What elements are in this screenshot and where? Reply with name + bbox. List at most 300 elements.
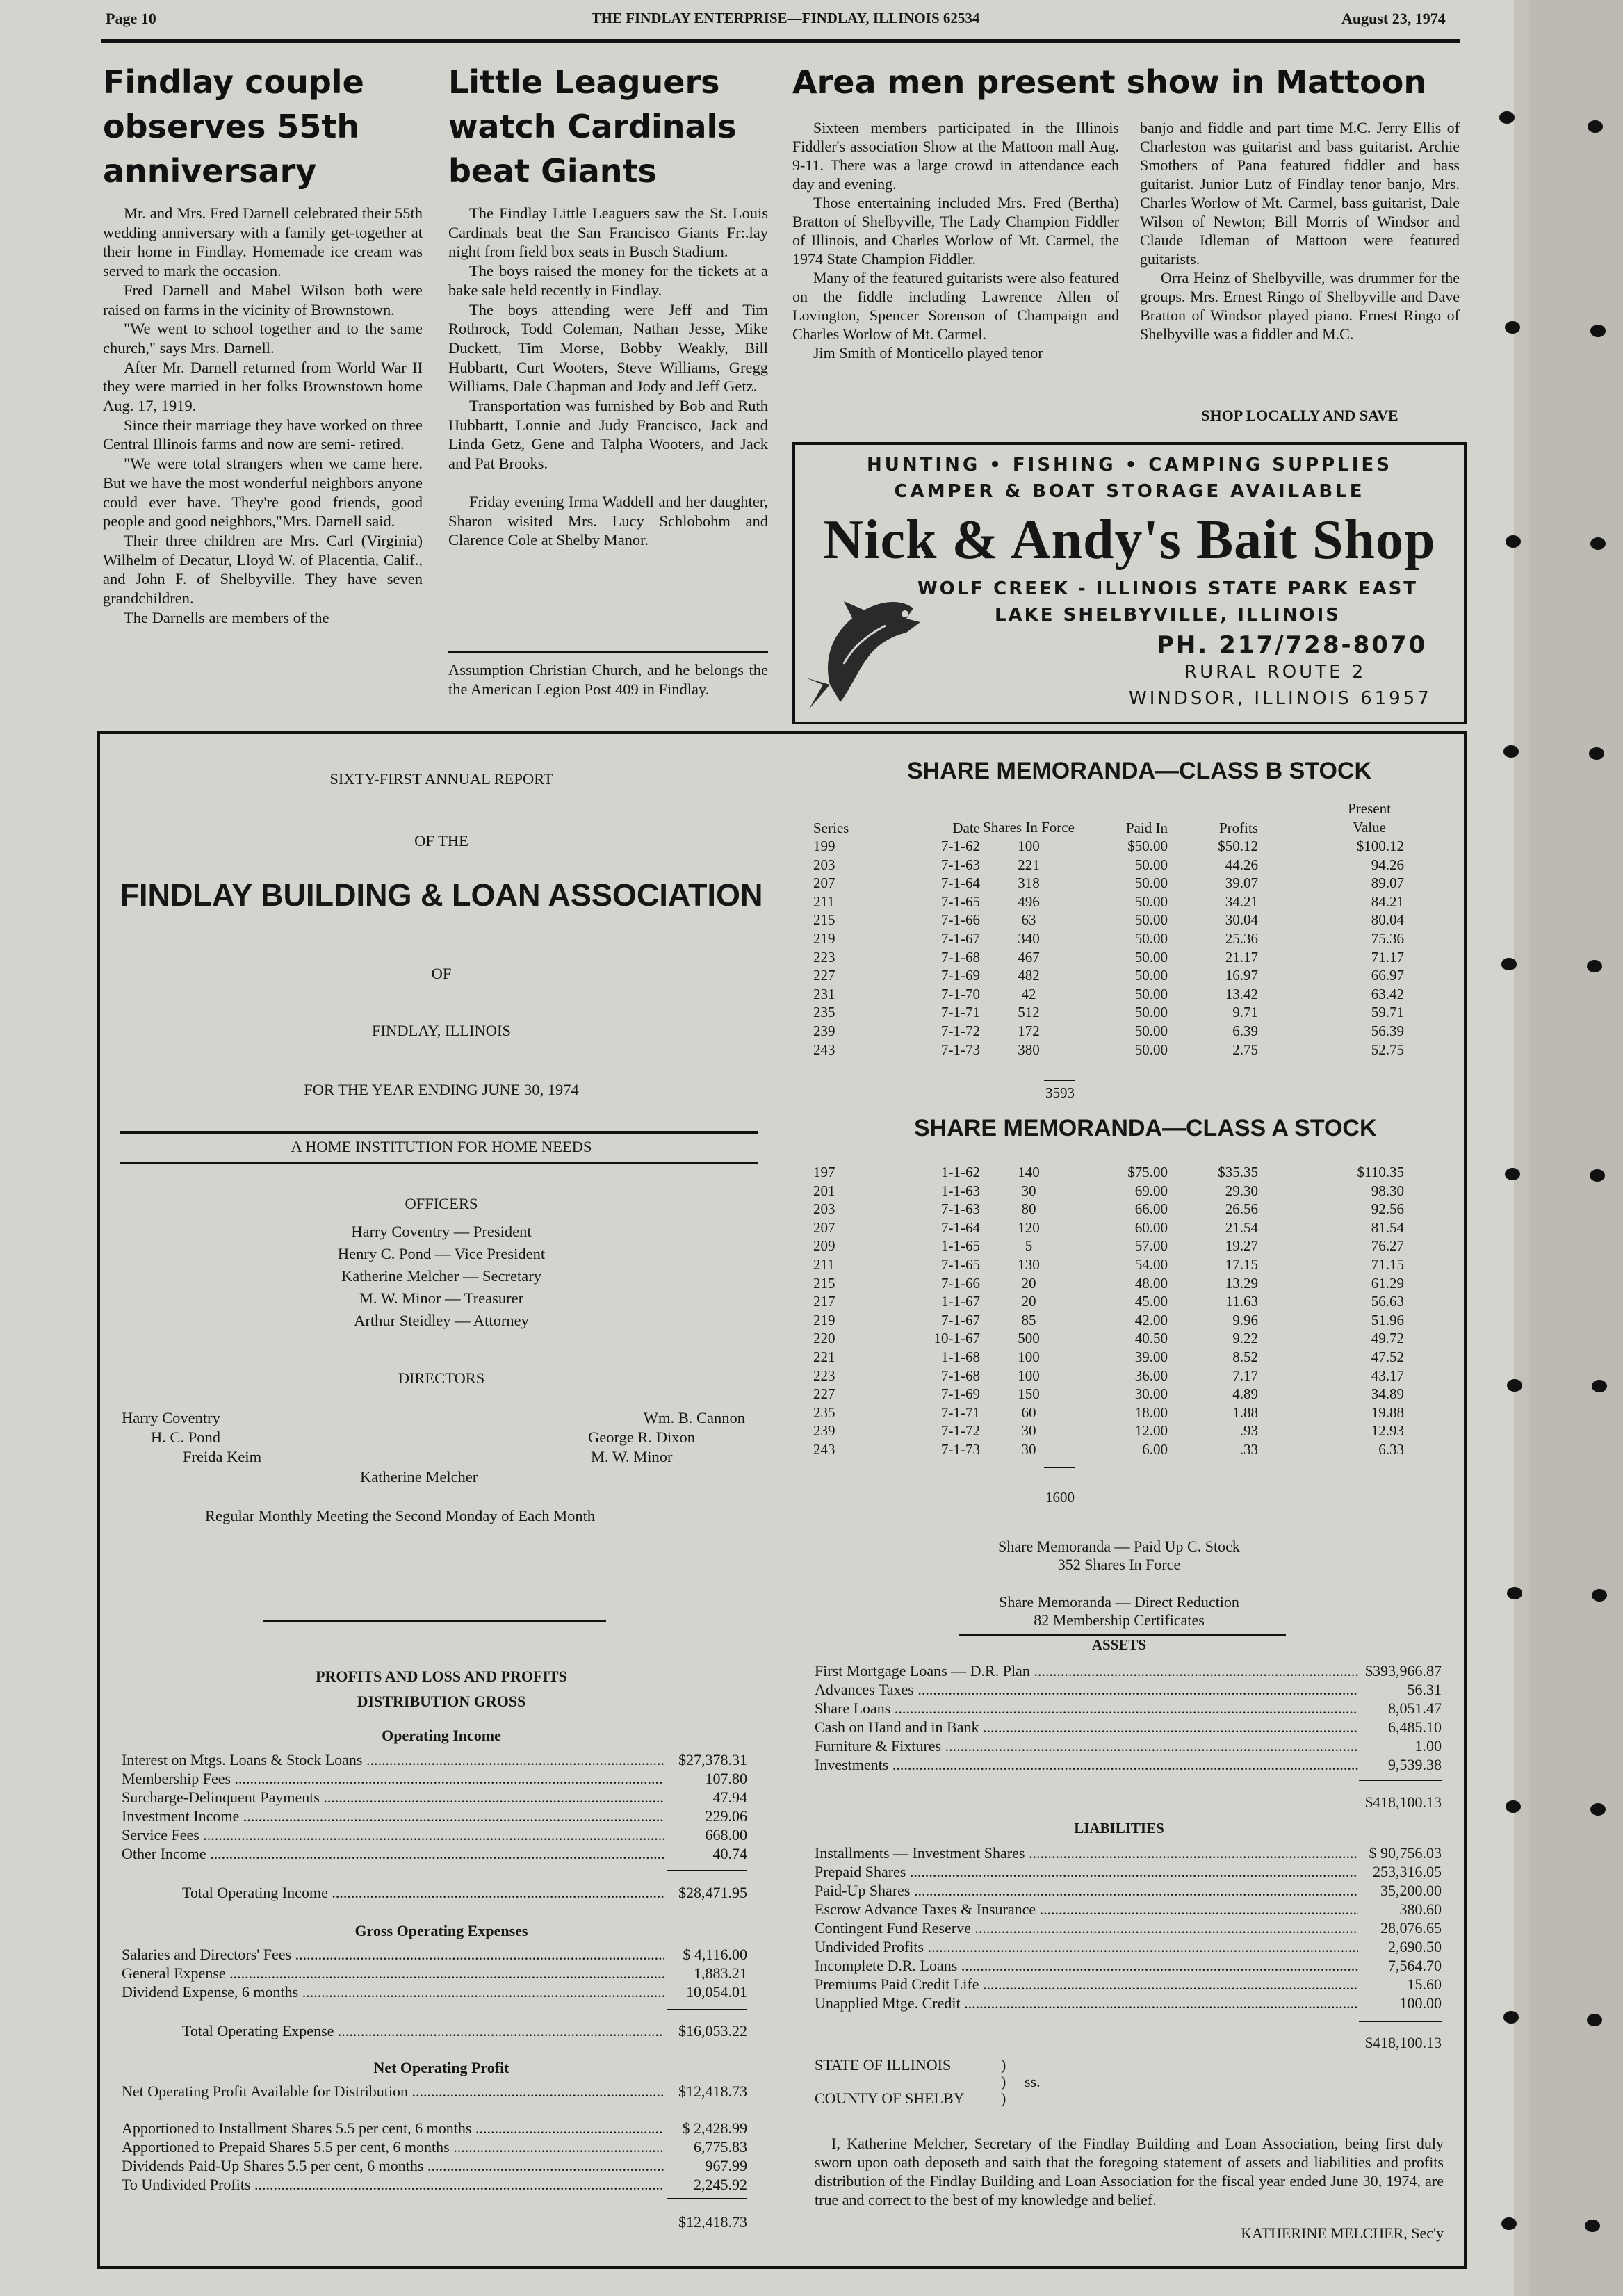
- table-cell: 7-1-64: [941, 1219, 980, 1236]
- ledger-value: 40.74: [712, 1845, 747, 1862]
- directors-right: [570, 1408, 745, 1467]
- table-cell: 50.00: [1134, 1041, 1168, 1058]
- table-cell: 13.42: [1225, 985, 1258, 1002]
- binder-hole: [1590, 1803, 1606, 1816]
- ledger-label: Advances Taxes .....: [815, 1680, 1358, 1699]
- table-cell: 239: [813, 1422, 835, 1440]
- memo-a-title: SHARE MEMORANDA—CLASS A STOCK: [914, 1115, 1377, 1141]
- table-cell: 209: [813, 1237, 835, 1255]
- ledger-label: Escrow Advance Taxes & Insurance .....: [815, 1900, 1358, 1919]
- col-header: Profits: [1218, 820, 1258, 836]
- table-cell: 29.30: [1225, 1182, 1258, 1199]
- binder-hole: [1501, 958, 1517, 970]
- table-cell: 1-1-63: [941, 1182, 980, 1199]
- paper-title: THE FINDLAY ENTERPRISE—FINDLAY, ILLINOIS 62534: [591, 10, 980, 26]
- paragraph: Fred Darnell and Mabel Wilson both were raised on farms in the vicinity of Brownstown.: [103, 281, 423, 318]
- paragraph: The boys raised the money for the tickets at a bake sale held recently in Findlay.: [448, 262, 768, 299]
- ledger-label: First Mortgage Loans — D.R. Plan .....: [815, 1661, 1358, 1680]
- table-row: [813, 874, 1404, 893]
- table-row: [813, 1219, 1404, 1237]
- table-cell: 43.17: [1371, 1367, 1404, 1384]
- paragraph: Transportation was furnished by Bob and Ruth Hubbartt, Lonnie and Judy Francisco, Jack and Linda Getz, Gene and Talpha Wooters, and Jack and Pat Brooks.: [448, 397, 768, 473]
- table-cell: 235: [813, 1004, 835, 1021]
- table-cell: 215: [813, 1274, 835, 1292]
- ledger-value: 2,245.92: [694, 2176, 747, 2193]
- ledger-row: [122, 1945, 747, 1964]
- ledger-label: Net Operating Profit Available for Distribution .....: [122, 2082, 664, 2101]
- table-cell: 100: [1018, 1367, 1040, 1384]
- ledger-value: 2,690.50: [1388, 1938, 1442, 1955]
- table-cell: 66.00: [1134, 1200, 1168, 1218]
- memo-c: [813, 1538, 1425, 1629]
- table-cell: 7-1-63: [941, 1200, 980, 1218]
- table-cell: 80: [1021, 1200, 1036, 1218]
- table-cell: 56.39: [1371, 1022, 1404, 1039]
- ledger-row: [815, 1661, 1442, 1680]
- table-cell: 231: [813, 985, 835, 1002]
- table-cell: 39.00: [1134, 1348, 1168, 1365]
- table-cell: 223: [813, 1367, 835, 1384]
- ledger-row: [122, 2175, 747, 2194]
- report-line2: OF THE: [414, 832, 468, 849]
- table-cell: 52.75: [1371, 1041, 1404, 1058]
- pl-title-line: PROFITS AND LOSS AND PROFITS: [316, 1668, 567, 1685]
- ad-phone: PH. 217/728-8070: [1157, 631, 1428, 659]
- paragraph: Since their marriage they have worked on three Central Illinois farms and now are semi- retired.: [103, 416, 423, 453]
- table-cell: 6.39: [1232, 1022, 1258, 1039]
- affidavit-ss: ss.: [1025, 2073, 1041, 2090]
- table-cell: 7-1-68: [941, 948, 980, 966]
- table-row: [813, 1403, 1404, 1422]
- table-row: [813, 1022, 1404, 1041]
- ledger-value: 35,200.00: [1380, 1882, 1442, 1899]
- ledger-row: [122, 1844, 747, 1863]
- paragraph: banjo and fiddle and part time M.C. Jerry Ellis of Charleston was guitarist and bass guitarist. Archie Smothers of Pana featured fiddler and bass guitarist. Junior Lutz of Findlay tenor banjo, Mrs. Charles Worlow of Mt. Carmel, bass guitarist, Dale Wilson of Newton; Bill Morris of Windsor and Claude Idleman of Mattoon were featured guitarists.: [1140, 119, 1460, 268]
- binder-hole: [1587, 2014, 1602, 2026]
- ledger-label: Interest on Mtgs. Loans & Stock Loans .....: [122, 1750, 664, 1769]
- ledger-label: Salaries and Directors' Fees .....: [122, 1945, 664, 1964]
- table-cell: 42: [1021, 985, 1036, 1002]
- report-year: FOR THE YEAR ENDING JUNE 30, 1974: [304, 1081, 579, 1098]
- bait-shop-ad: [792, 442, 1467, 724]
- table-header: [813, 799, 1404, 837]
- table-cell: 7-1-71: [941, 1403, 980, 1421]
- table-cell: 80.04: [1371, 911, 1404, 929]
- table-row: [813, 1329, 1404, 1348]
- report-city: FINDLAY, ILLINOIS: [371, 1022, 511, 1039]
- table-cell: 512: [1018, 1004, 1040, 1021]
- distribution-list: [122, 2119, 747, 2194]
- sum-rule: [667, 2009, 747, 2010]
- table-cell: 7-1-66: [941, 911, 980, 929]
- table-cell: 25.36: [1225, 929, 1258, 947]
- ledger-label: Installments — Investment Shares .....: [815, 1843, 1358, 1862]
- table-row: [813, 893, 1404, 911]
- table-cell: 49.72: [1371, 1330, 1404, 1347]
- ledger-label: General Expense .....: [122, 1964, 664, 1982]
- officer: Henry C. Pond — Vice President: [337, 1245, 546, 1262]
- table-cell: 85: [1021, 1311, 1036, 1328]
- table-cell: 467: [1018, 948, 1040, 966]
- binder-hole: [1588, 120, 1603, 133]
- table-cell: 60.00: [1134, 1219, 1168, 1236]
- table-cell: $75.00: [1127, 1164, 1168, 1180]
- table-row: [813, 856, 1404, 874]
- fish-icon: [802, 580, 934, 716]
- ledger-row: [182, 1883, 747, 1902]
- table-cell: 75.36: [1371, 929, 1404, 947]
- table-row: [813, 1274, 1404, 1293]
- binder-hole: [1499, 111, 1515, 124]
- table-cell: 7-1-72: [941, 1022, 980, 1039]
- table-cell: $50.00: [1127, 838, 1168, 854]
- table-cell: 217: [813, 1293, 835, 1310]
- table-cell: 215: [813, 911, 835, 929]
- ledger-row: [122, 2138, 747, 2156]
- paragraph: "We went to school together and to the same church," says Mrs. Darnell.: [103, 320, 423, 357]
- officers-title: OFFICERS: [405, 1195, 478, 1212]
- association-name: FINDLAY BUILDING & LOAN ASSOCIATION: [120, 877, 763, 913]
- ledger-label: Premiums Paid Credit Life .....: [815, 1975, 1358, 1994]
- table-cell: 219: [813, 929, 835, 947]
- table-cell: 10-1-67: [933, 1330, 980, 1347]
- binder-hole: [1501, 2217, 1517, 2230]
- table-cell: 211: [813, 1255, 835, 1273]
- table-cell: 57.00: [1134, 1237, 1168, 1255]
- table-cell: 239: [813, 1022, 835, 1039]
- ledger-label: Unapplied Mtge. Credit .....: [815, 1994, 1358, 2012]
- binder-hole: [1587, 960, 1602, 972]
- table-row: [813, 1237, 1404, 1255]
- ledger-row: [815, 1975, 1442, 1994]
- table-cell: 100: [1018, 838, 1040, 854]
- table-cell: 172: [1018, 1022, 1040, 1039]
- table-cell: 16.97: [1225, 967, 1258, 984]
- paragraph: Their three children are Mrs. Carl (Virginia) Wilhelm of Decatur, Lloyd W. of Placentia, Calif., and John F. of Shelbyville. They have seven grandchildren.: [103, 531, 423, 608]
- ledger-value: 7,564.70: [1388, 1957, 1442, 1974]
- net-title: Net Operating Profit: [373, 2059, 509, 2076]
- headline-line: anniversary: [103, 152, 317, 190]
- ledger-label: Incomplete D.R. Loans .....: [815, 1956, 1358, 1975]
- ledger-row: [122, 1982, 747, 2001]
- assets-title: ASSETS: [1091, 1636, 1147, 1653]
- net-profit: [122, 2082, 747, 2101]
- ledger-value: 668.00: [705, 1826, 747, 1843]
- expense-title: Gross Operating Expenses: [354, 1922, 528, 1939]
- issue-date: August 23, 1974: [1341, 10, 1446, 27]
- binder-hole: [1505, 1168, 1520, 1180]
- table-cell: 44.26: [1225, 856, 1258, 873]
- table-cell: 7-1-69: [941, 1385, 980, 1403]
- ad-city: WINDSOR, ILLINOIS 61957: [1129, 688, 1432, 709]
- bracket: ): [1001, 2073, 1006, 2090]
- table-cell: 7-1-69: [941, 967, 980, 984]
- total-income: [182, 1883, 747, 1902]
- ledger-label: Service Fees .....: [122, 1825, 664, 1844]
- ledger-label: Total Operating Income .....: [182, 1883, 664, 1902]
- table-cell: 34.21: [1225, 893, 1258, 910]
- officer: Arthur Steidley — Attorney: [354, 1312, 529, 1329]
- ledger-value: 380.60: [1399, 1900, 1442, 1918]
- table-cell: 19.27: [1225, 1237, 1258, 1255]
- expense-list: [122, 1945, 747, 2001]
- ad-services: HUNTING • FISHING • CAMPING SUPPLIES: [867, 455, 1392, 475]
- memo-c-line: Share Memoranda — Direct Reduction: [999, 1593, 1239, 1611]
- ledger-row: [815, 1736, 1442, 1755]
- table-row: [813, 1367, 1404, 1385]
- table-cell: 7-1-67: [941, 929, 980, 947]
- table-cell: 21.54: [1225, 1219, 1258, 1236]
- ledger-value: $27,378.31: [678, 1751, 747, 1768]
- table-row: [813, 929, 1404, 948]
- table-cell: 66.97: [1371, 967, 1404, 984]
- liabilities-total: $418,100.13: [1365, 2034, 1442, 2051]
- ledger-row: [122, 1964, 747, 1982]
- report-line3: OF: [431, 965, 452, 982]
- sum-rule: [667, 2198, 747, 2199]
- shop-locally-tagline: SHOP LOCALLY AND SAVE: [1201, 407, 1398, 424]
- table-cell: 6.33: [1378, 1440, 1404, 1458]
- ledger-value: 967.99: [705, 2157, 747, 2174]
- ledger-row: [815, 1862, 1442, 1881]
- binder-hole: [1592, 1380, 1607, 1392]
- table-cell: 48.00: [1134, 1274, 1168, 1292]
- ledger-value: 28,076.65: [1380, 1919, 1442, 1937]
- motto: A HOME INSTITUTION FOR HOME NEEDS: [291, 1138, 592, 1155]
- table-row: [813, 1041, 1404, 1059]
- ad-route: RURAL ROUTE 2: [1184, 662, 1367, 683]
- paragraph: After Mr. Darnell returned from World War II they were married in her folks Brownstown home Aug. 17, 1919.: [103, 358, 423, 415]
- table-cell: 207: [813, 1219, 835, 1236]
- ledger-label: To Undivided Profits .....: [122, 2175, 664, 2194]
- table-row: [813, 1385, 1404, 1403]
- table-cell: 26.56: [1225, 1200, 1258, 1218]
- headline-line: Findlay couple: [103, 63, 364, 101]
- ledger-row: [122, 2082, 747, 2101]
- ledger-value: 6,775.83: [694, 2138, 747, 2156]
- table-row: [813, 1255, 1404, 1274]
- paragraph: Many of the featured guitarists were also featured on the fiddle including Lawrence Allen of Lovington, Spencer Sorenson of Champaign and Charles Worlow of Mt. Carmel.: [792, 269, 1119, 343]
- binder-hole: [1590, 537, 1606, 550]
- table-row: [813, 1348, 1404, 1367]
- ledger-value: $12,418.73: [678, 2083, 747, 2100]
- sum-rule: [667, 1870, 747, 1871]
- table-cell: 36.00: [1134, 1367, 1168, 1384]
- table-cell: 50.00: [1134, 985, 1168, 1002]
- ledger-value: 1,883.21: [694, 1964, 747, 1982]
- headline-line: watch Cardinals: [448, 108, 737, 145]
- table-cell: 92.56: [1371, 1200, 1404, 1218]
- table-cell: 7-1-73: [941, 1041, 980, 1058]
- headline-line: beat Giants: [448, 152, 657, 190]
- ledger-value: $16,053.22: [678, 2022, 747, 2039]
- ad-storage: CAMPER & BOAT STORAGE AVAILABLE: [894, 481, 1365, 502]
- col-header: Date: [952, 820, 980, 836]
- sum-rule: [1044, 1467, 1075, 1468]
- memo-c-line: Share Memoranda — Paid Up C. Stock: [998, 1538, 1240, 1555]
- table-cell: $50.12: [1218, 838, 1258, 854]
- table-cell: 20: [1021, 1293, 1036, 1310]
- table-cell: 5: [1025, 1237, 1033, 1255]
- table-cell: 1-1-68: [941, 1348, 980, 1365]
- table-cell: 203: [813, 856, 835, 873]
- directors-title: DIRECTORS: [398, 1369, 485, 1387]
- binder-hole: [1507, 1587, 1522, 1599]
- table-row: [813, 985, 1404, 1004]
- masthead-rule: [101, 39, 1460, 43]
- table-cell: 89.07: [1371, 874, 1404, 892]
- memo-c-line: 352 Shares In Force: [1057, 1556, 1181, 1573]
- article-body: [448, 204, 768, 550]
- table-cell: 50.00: [1134, 948, 1168, 966]
- table-row: [813, 1440, 1404, 1459]
- memo-c-line: 82 Membership Certificates: [1034, 1611, 1205, 1629]
- table-cell: 69.00: [1134, 1182, 1168, 1199]
- headline-mattoon: Area men present show in Mattoon: [792, 63, 1427, 101]
- ad-lake: LAKE SHELBYVILLE, ILLINOIS: [994, 605, 1341, 626]
- pl-title-line: DISTRIBUTION GROSS: [357, 1693, 526, 1710]
- table-cell: 235: [813, 1403, 835, 1421]
- ledger-label: Contingent Fund Reserve .....: [815, 1919, 1358, 1937]
- table-cell: 221: [813, 1348, 835, 1365]
- ledger-label: Membership Fees .....: [122, 1769, 664, 1788]
- table-cell: 318: [1018, 874, 1040, 892]
- table-cell: 71.17: [1371, 948, 1404, 966]
- headline-anniversary: [103, 60, 364, 193]
- table-cell: 30: [1021, 1422, 1036, 1440]
- table-cell: 243: [813, 1440, 835, 1458]
- table-cell: $100.12: [1356, 838, 1404, 854]
- table-cell: 42.00: [1134, 1311, 1168, 1328]
- table-cell: 219: [813, 1311, 835, 1328]
- table-cell: 7-1-62: [941, 838, 980, 854]
- table-cell: 1-1-67: [941, 1293, 980, 1310]
- table-cell: 50.00: [1134, 874, 1168, 892]
- table-cell: 50.00: [1134, 856, 1168, 873]
- income-list: [122, 1750, 747, 1863]
- ledger-value: 1.00: [1414, 1737, 1442, 1754]
- table-cell: 8.52: [1232, 1348, 1258, 1365]
- memo-b-total: 3593: [1045, 1084, 1075, 1101]
- ledger-row: [815, 1718, 1442, 1736]
- table-cell: 1-1-65: [941, 1237, 980, 1255]
- table-cell: 60: [1021, 1403, 1036, 1421]
- ledger-row: [122, 2119, 747, 2138]
- table-cell: 30: [1021, 1440, 1036, 1458]
- table-cell: 2.75: [1232, 1041, 1258, 1058]
- ledger-value: 9,539.38: [1388, 1756, 1442, 1773]
- ad-location: WOLF CREEK - ILLINOIS STATE PARK EAST: [917, 578, 1419, 599]
- binder-hole: [1590, 1169, 1605, 1182]
- ledger-row: [815, 1843, 1442, 1862]
- table-cell: 81.54: [1371, 1219, 1404, 1236]
- ledger-value: $28,471.95: [678, 1884, 747, 1901]
- meeting-note: Regular Monthly Meeting the Second Monday of Each Month: [205, 1507, 596, 1524]
- director: Wm. B. Cannon: [643, 1409, 745, 1426]
- director: Harry Coventry: [122, 1409, 220, 1426]
- affidavit-text: I, Katherine Melcher, Secretary of the Findlay Building and Loan Association, being first duly sworn upon oath deposeth and saith that the foregoing statement of assets and liabilities and profits distribution of the Findlay Building and Loan Association for the fiscal year ended June 30, 1974, are true and correct to the best of my knowledge and belief.: [815, 2135, 1444, 2208]
- table-row: [813, 1182, 1404, 1200]
- liabilities-list: [815, 1843, 1442, 2012]
- ledger-row: [122, 2156, 747, 2175]
- table-cell: 50.00: [1134, 911, 1168, 929]
- ledger-value: $393,966.87: [1365, 1662, 1442, 1679]
- paragraph: The Darnells are members of the: [124, 608, 329, 626]
- table-cell: 13.29: [1225, 1274, 1258, 1292]
- paragraph: Sixteen members participated in the Illinois Fiddler's association Show at the Mattoon mall Aug. 9-11. There was a large crowd in attendance each day and evening.: [792, 119, 1119, 193]
- table-cell: 4.89: [1232, 1385, 1258, 1403]
- officer: Katherine Melcher — Secretary: [341, 1267, 541, 1285]
- article-body: [792, 118, 1119, 362]
- table-cell: 203: [813, 1200, 835, 1218]
- paragraph: The boys attending were Jeff and Tim Rothrock, Todd Coleman, Nathan Jesse, Mike Duckett, Tim Morse, Bobby Weakly, Bill Hubbartt, Curt Wooters, Steve Williams, Gregg Williams, Dale Chapman and Jody and Jeff Getz.: [448, 300, 768, 396]
- table-cell: 220: [813, 1330, 835, 1347]
- jump-continuation: Assumption Christian Church, and he belongs the the American Legion Post 409 in Findlay.: [448, 661, 768, 698]
- motto-rule-top: [120, 1131, 758, 1134]
- table-cell: 199: [813, 838, 835, 854]
- table-cell: 207: [813, 874, 835, 892]
- ledger-row: [815, 1755, 1442, 1774]
- binder-hole: [1590, 325, 1606, 337]
- assets-total: $418,100.13: [1365, 1793, 1442, 1811]
- binder-hole: [1507, 1379, 1522, 1392]
- table-cell: 1-1-62: [941, 1164, 980, 1180]
- memo-a-total: 1600: [1045, 1489, 1075, 1506]
- ledger-row: [815, 1994, 1442, 2012]
- table-cell: 7-1-67: [941, 1311, 980, 1328]
- ledger-row: [122, 1807, 747, 1825]
- sum-rule: [1044, 1080, 1075, 1081]
- binder-hole: [1503, 2011, 1519, 2024]
- table-cell: 9.96: [1232, 1311, 1258, 1328]
- table-cell: 7-1-72: [941, 1422, 980, 1440]
- table-row: [813, 1003, 1404, 1022]
- table-cell: 7-1-63: [941, 856, 980, 873]
- ledger-row: [815, 1881, 1442, 1900]
- ledger-row: [815, 1919, 1442, 1937]
- headline-line: observes 55th: [103, 108, 360, 145]
- ledger-label: Paid-Up Shares .....: [815, 1881, 1358, 1900]
- table-cell: 21.17: [1225, 948, 1258, 966]
- ledger-label: Dividend Expense, 6 months .....: [122, 1982, 664, 2001]
- directors-left: [122, 1408, 261, 1467]
- table-cell: 197: [813, 1164, 835, 1180]
- table-row: [813, 837, 1404, 856]
- ledger-value: 8,051.47: [1388, 1700, 1442, 1717]
- bracket: ): [1001, 2090, 1006, 2107]
- page-number: Page 10: [106, 10, 156, 27]
- ledger-value: $ 4,116.00: [683, 1946, 747, 1963]
- table-cell: 47.52: [1371, 1348, 1404, 1365]
- ledger-label: Prepaid Shares .....: [815, 1862, 1358, 1881]
- col-header: Paid In: [1125, 820, 1168, 836]
- column-rule: [448, 651, 768, 653]
- binder-hole: [1585, 2220, 1600, 2232]
- table-cell: 12.00: [1134, 1422, 1168, 1440]
- paragraph: Jim Smith of Monticello played tenor: [813, 344, 1043, 361]
- paragraph: Those entertaining included Mrs. Fred (Bertha) Bratton of Shelbyville, The Lady Champion Fiddler of Illinois, and Charles Worlow of Mt. Carmel, the 1974 State Champion Fiddler.: [792, 194, 1119, 268]
- director: Katherine Melcher: [360, 1468, 478, 1485]
- table-row: [813, 1292, 1404, 1311]
- table-cell: 50.00: [1134, 893, 1168, 910]
- paragraph: Orra Heinz of Shelbyville, was drummer for the groups. Mrs. Ernest Ringo of Shelbyville and Dave Bratton of Windsor played piano. Ernest Ringo of Shelbyville was a fiddler and M.C.: [1140, 269, 1460, 343]
- ledger-row: [182, 2021, 747, 2040]
- ledger-value: 229.06: [705, 1807, 747, 1825]
- table-cell: 12.93: [1371, 1422, 1404, 1440]
- table-cell: 63: [1021, 911, 1036, 929]
- headline-little-leaguers: [448, 60, 737, 193]
- ledger-row: [122, 1750, 747, 1769]
